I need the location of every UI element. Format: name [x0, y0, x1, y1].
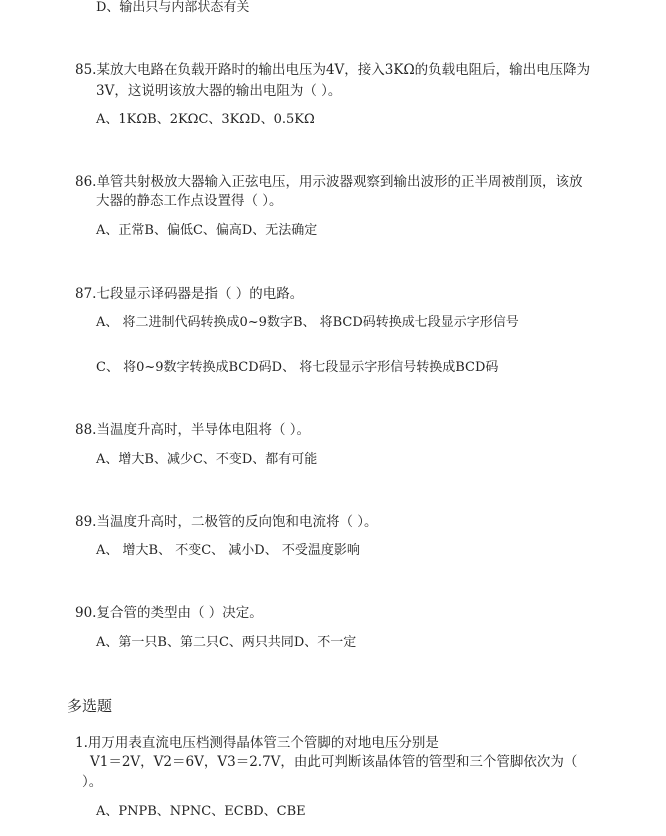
mc1-options: A、PNPB、NPNC、ECBD、CBE — [96, 804, 306, 819]
mc1-text-cont: V1＝2V，V2＝6V，V3＝2.7V，由此可判断该晶体管的管型和三个管脚依次为（ — [90, 754, 578, 770]
mc1-text: 1.用万用表直流电压档测得晶体管三个管脚的对地电压分别是 — [75, 735, 439, 751]
q86-options: A、正常B、偏低C、偏高D、无法确定 — [96, 223, 318, 238]
q87-text: 87.七段显示译码器是指（ ）的电路。 — [75, 286, 304, 302]
mc1-text-end: ）。 — [82, 774, 103, 790]
q86-text: 86.单管共射极放大器输入正弦电压，用示波器观察到输出波形的正半周被削顶，该放 — [75, 174, 583, 190]
q85-text-cont: 3V，这说明该放大器的输出电阻为（ ）。 — [96, 83, 342, 99]
section-heading-multiple-choice: 多选题 — [67, 697, 113, 715]
q90-text: 90.复合管的类型由（ ）决定。 — [75, 605, 263, 621]
q87-options-ab: A、 将二进制代码转换成0~9数字B、 将BCD码转换成七段显示字形信号 — [96, 315, 519, 330]
q88-options: A、增大B、减少C、不变D、都有可能 — [96, 452, 318, 467]
q87-options-cd: C、 将0~9数字转换成BCD码D、 将七段显示字形信号转换成BCD码 — [96, 360, 499, 375]
q85-text: 85.某放大电路在负载开路时的输出电压为4V，接入3KΩ的负载电阻后，输出电压降为 — [75, 62, 591, 78]
q86-text-cont: 大器的静态工作点设置得（ ）。 — [96, 193, 283, 209]
q84-option-d: D、输出只与内部状态有关 — [96, 0, 250, 15]
q88-text: 88.当温度升高时，半导体电阻将（ ）。 — [75, 422, 311, 438]
q89-text: 89.当温度升高时，二极管的反向饱和电流将（ ）。 — [75, 514, 378, 530]
q89-options: A、 增大B、 不变C、 减小D、 不受温度影响 — [96, 543, 360, 558]
q90-options: A、第一只B、第二只C、两只共同D、不一定 — [96, 635, 357, 650]
q85-options: A、1KΩB、2KΩC、3KΩD、0.5KΩ — [96, 112, 315, 127]
